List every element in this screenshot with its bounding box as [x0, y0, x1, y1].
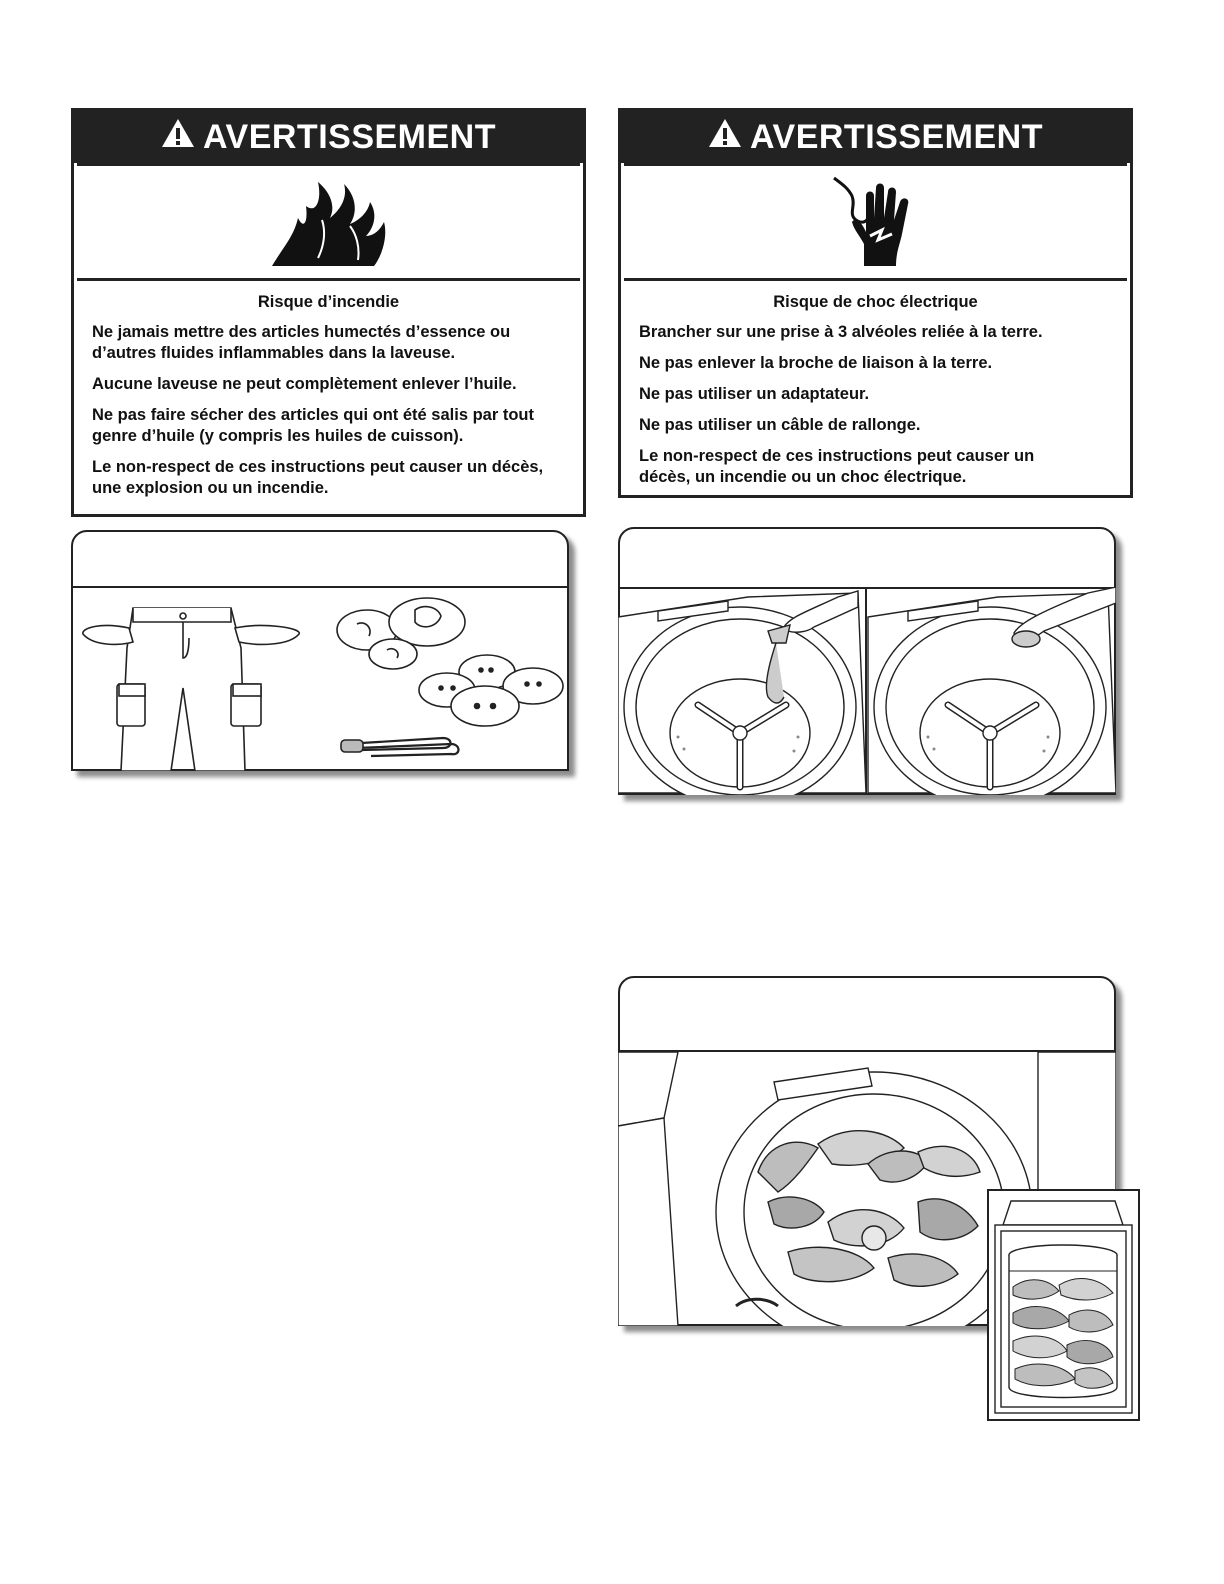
warning-line: Brancher sur une prise à 3 alvéoles reliée à la terre. — [639, 323, 1043, 341]
warning-line: Ne pas utiliser un adaptateur. — [639, 385, 870, 403]
warning-line: Le non-respect de ces instructions peut causer un décès, une explosion ou un incendie. — [92, 458, 544, 497]
fire-pictogram — [77, 163, 580, 281]
pants-and-objects-drawing — [71, 588, 569, 771]
warning-triangle-icon — [708, 118, 742, 157]
risk-title: Risque de choc électrique — [773, 293, 978, 311]
fire-warning-box — [71, 108, 586, 517]
warning-line: Ne jamais mettre des articles humectés d’essence ou d’autres fluides inflammables dans la laveuse. — [92, 323, 511, 362]
warning-heading: AVERTISSEMENT — [202, 117, 496, 156]
warning-line: Ne pas enlever la broche de liaison à la terre. — [639, 354, 993, 372]
electric-shock-hand-icon — [826, 174, 926, 270]
warning-header — [74, 111, 583, 163]
fire-icon — [264, 176, 394, 268]
shock-warning-box — [618, 108, 1133, 498]
warning-line: Aucune laveuse ne peut complètement enlever l’huile. — [92, 375, 517, 393]
risk-title: Risque d’incendie — [257, 293, 400, 311]
washer-tub-drawings — [618, 587, 1116, 795]
empty-pockets-illustration — [71, 530, 569, 771]
warning-line: Ne pas utiliser un câble de rallonge. — [639, 416, 921, 434]
warning-heading: AVERTISSEMENT — [749, 117, 1043, 156]
warning-triangle-icon — [161, 118, 195, 157]
warning-line: Ne pas faire sécher des articles qui ont été salis par tout genre d’huile (y compris les huiles de cuisson). — [92, 406, 534, 445]
tub-inset-illustration — [987, 1189, 1140, 1421]
warning-header — [621, 111, 1130, 163]
warning-line: Le non-respect de ces instructions peut causer un décès, un incendie ou un choc électrique. — [639, 447, 1035, 486]
shock-pictogram — [624, 163, 1127, 281]
washer-load-level-drawing — [989, 1191, 1138, 1419]
add-detergent-illustration — [618, 527, 1116, 795]
